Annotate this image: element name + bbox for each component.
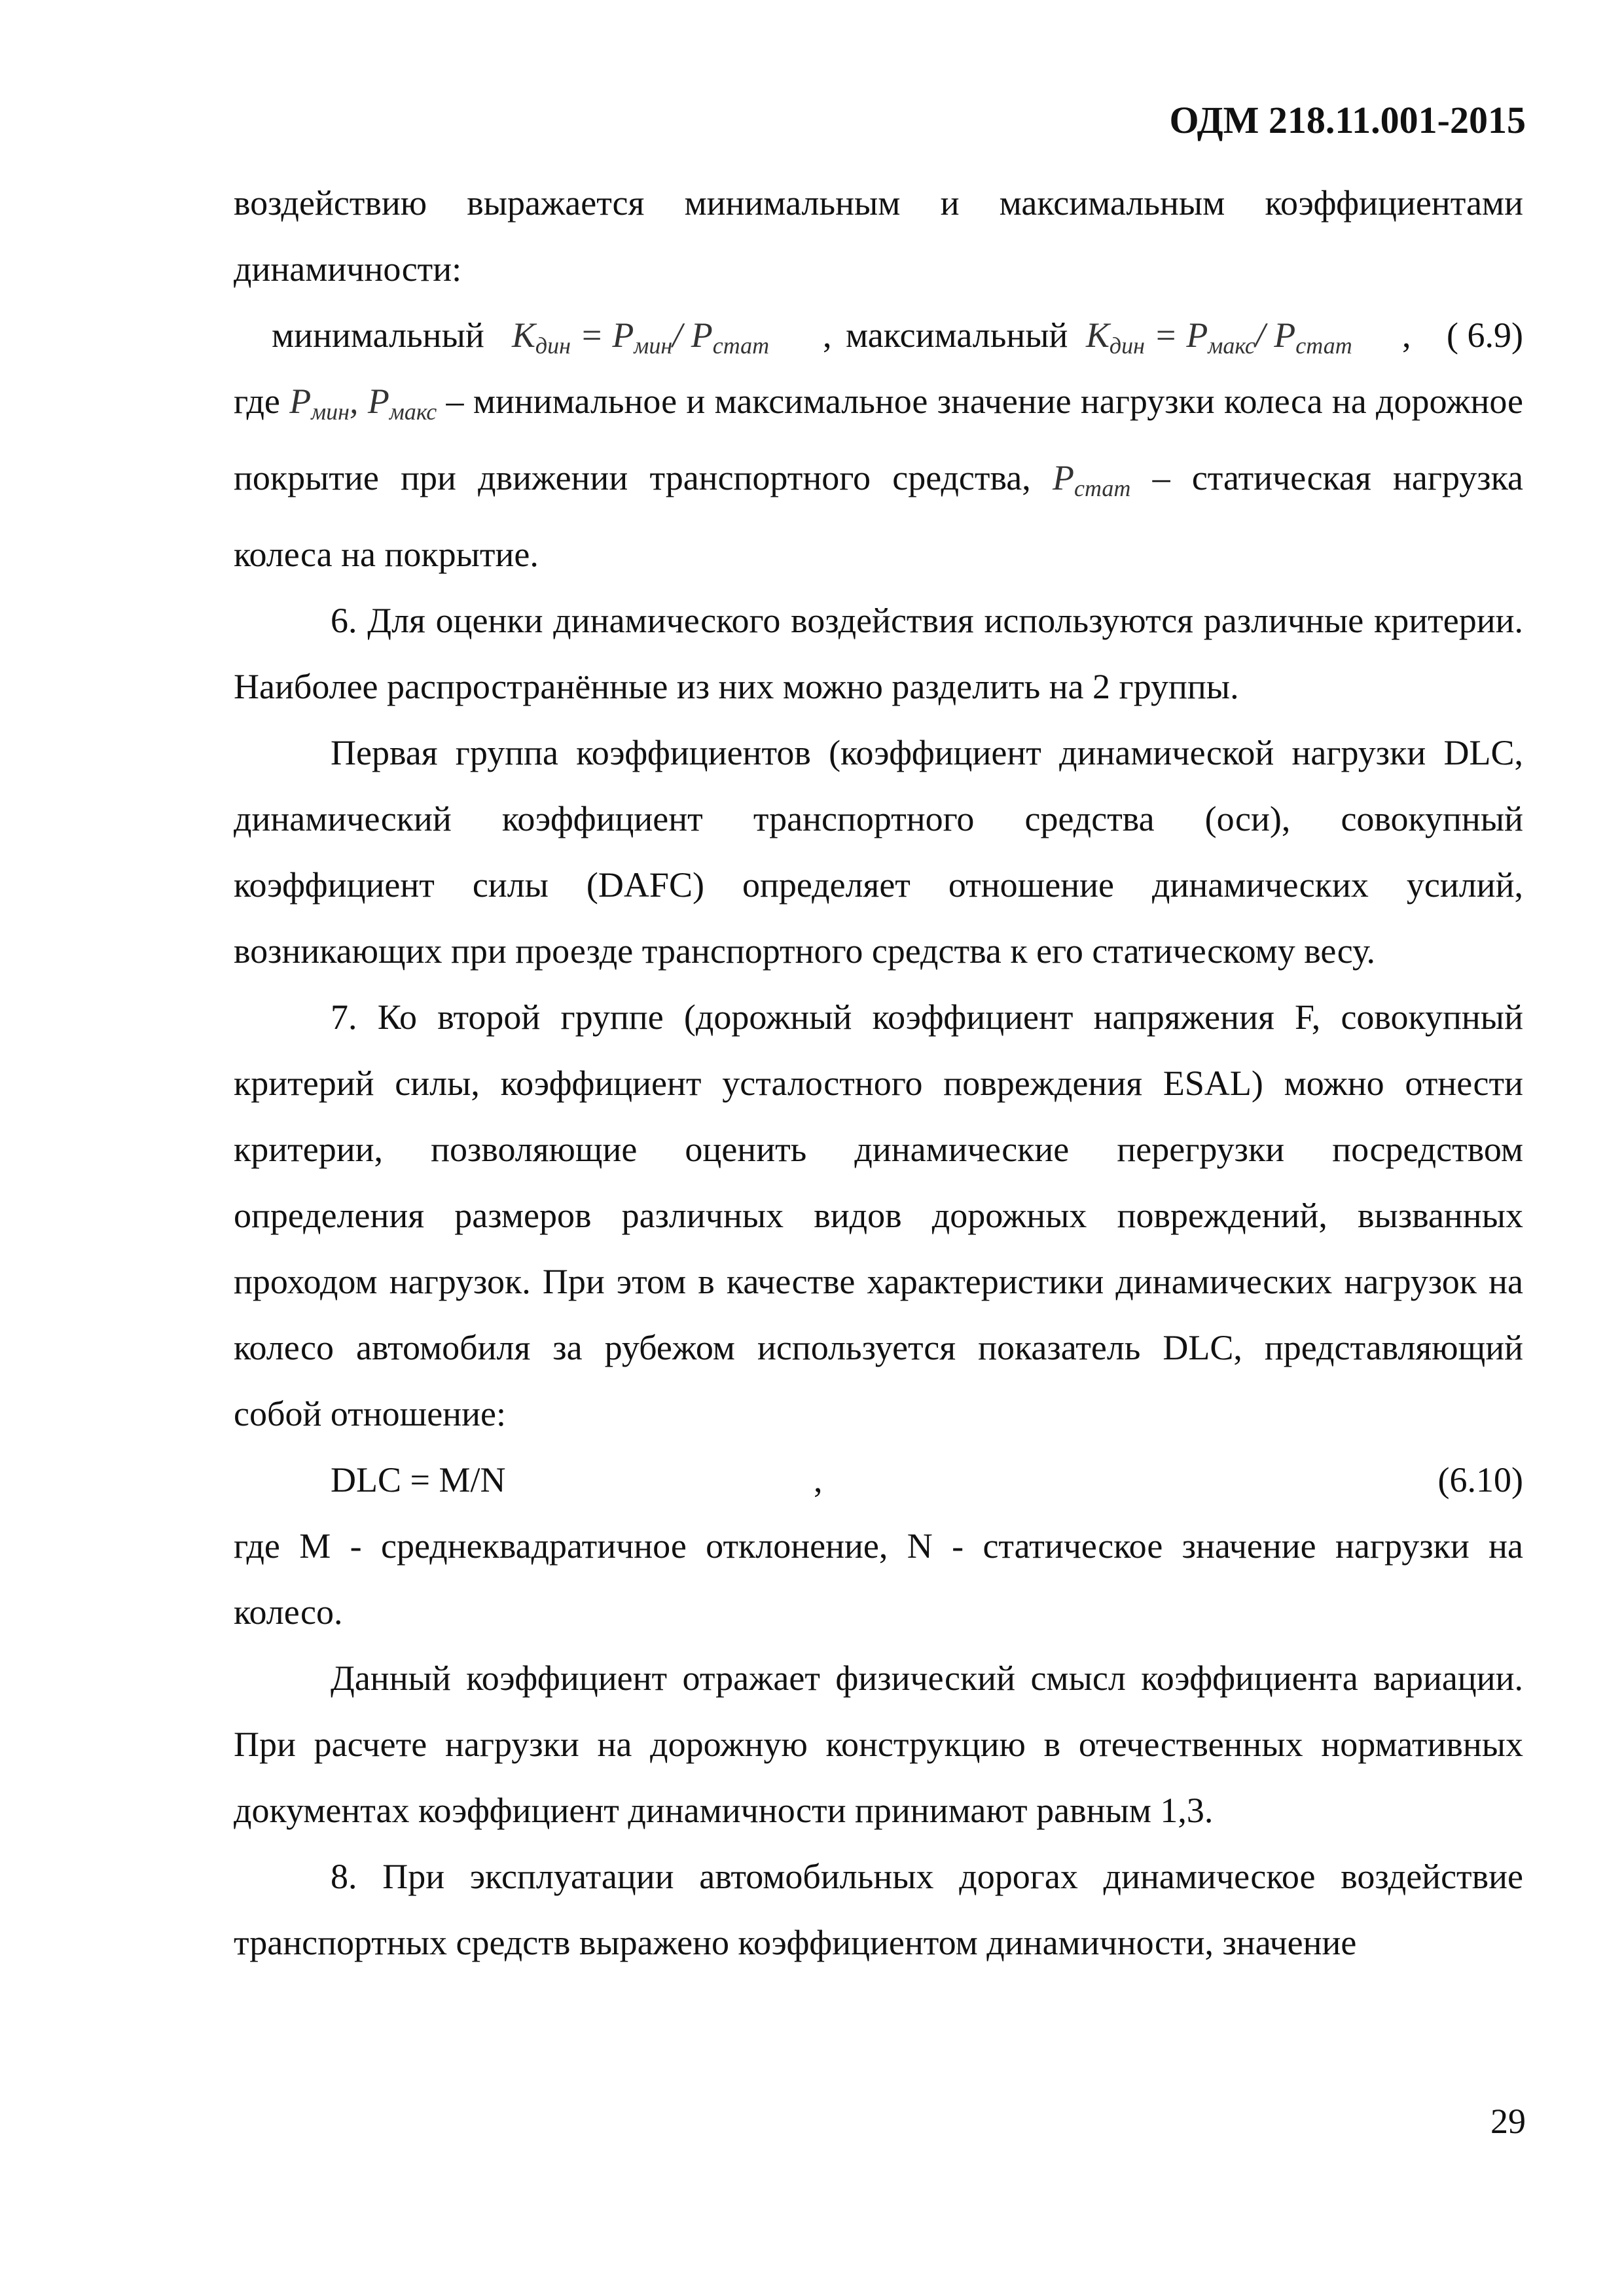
formula-comma-1: , <box>823 315 832 355</box>
paragraph-8: 8. При эксплуатации автомобильных дорогах динамическое воздействие транспортных средств выражено коэффициентом динамичности, значение <box>234 1857 1523 1962</box>
formula-number-6-9: ( 6.9) <box>1447 315 1523 355</box>
page-number: 29 <box>1490 2102 1526 2141</box>
formula-label-min: минимальный <box>272 315 484 355</box>
paragraph-7: 7. Ко второй группе (дорожный коэффициент напряжения F, совокупный критерий силы, коэффициент усталостного повреждения ESAL) можно отнести критерии, позволяющие оценить динамические перегрузки посредством определения размеров различных видов дорожных повреждений, вызванных проходом нагрузок. При этом в качестве характеристики динамических нагрузок на колесо автомобиля за рубежом используется показатель DLC, представляющий собой отношение: <box>234 997 1523 1433</box>
formula-comma-2: , <box>1402 315 1411 355</box>
formula-6-9 <box>234 302 1523 368</box>
formula-comma: , <box>814 1460 823 1499</box>
paragraph-6: 6. Для оценки динамического воздействия используются различные критерии. Наиболее распространённые из них можно разделить на 2 группы. <box>234 601 1523 706</box>
formula-number-6-10: (6.10) <box>1437 1460 1523 1499</box>
paragraph-first-group: Первая группа коэффициентов (коэффициент динамической нагрузки DLC, динамический коэффициент транспортного средства (оси), совокупный коэффициент силы (DAFC) определяет отношение динамических усилий, возникающих при проезде транспортного средства к его статическому весу. <box>234 733 1523 971</box>
paragraph-intro: воздействию выражается минимальным и максимальным коэффициентами динамичности: <box>234 183 1523 289</box>
formula-kdin-min: $К_{дин} = Р_{мин}/$ $Р_{стат}$ <box>512 315 770 359</box>
formula-6-10 <box>234 1447 1523 1513</box>
body-text <box>234 170 1523 1976</box>
formula-label-max: максимальный <box>846 315 1068 355</box>
document-code-header: ОДМ 218.11.001-2015 <box>1169 99 1526 141</box>
formula-kdin-max: $К_{дин} = Р_{макс}/$ $Р_{стат}$ <box>1086 315 1352 359</box>
paragraph-where-2: где М - среднеквадратичное отклонение, N - статическое значение нагрузки на колесо. <box>234 1526 1523 1632</box>
paragraph-where-1: где $Р_{мин}$, $Р_{макс}$ – минимальное и максимальное значение нагрузки колеса на дорожное покрытие при движении транспортного средства, $Р_{стат}$ – статическая нагрузка колеса на покрытие. <box>234 382 1524 574</box>
formula-dlc-expression: DLC = M/N <box>331 1460 506 1499</box>
paragraph-coefficient: Данный коэффициент отражает физический смысл коэффициента вариации. При расчете нагрузки на дорожную конструкцию в отечественных нормативных документах коэффициент динамичности принимают равным 1,3. <box>234 1659 1523 1830</box>
